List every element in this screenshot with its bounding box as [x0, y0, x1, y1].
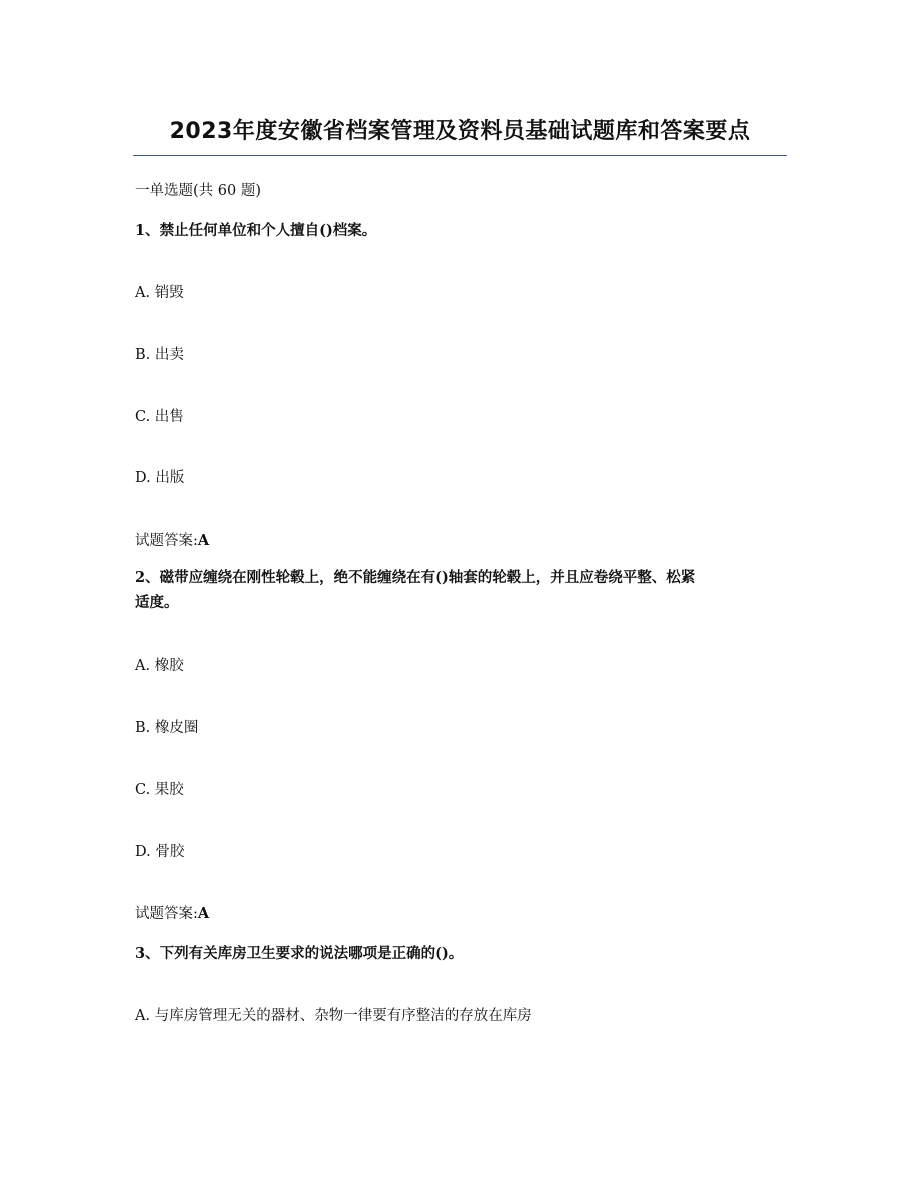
question-1-option-d: D. 出版: [135, 470, 185, 486]
answer-value: A: [197, 532, 210, 549]
question-2-option-b: B. 橡皮圈: [135, 720, 199, 736]
question-3-stem: 3、下列有关库房卫生要求的说法哪项是正确的()。: [135, 945, 464, 962]
answer-value: A: [197, 905, 210, 922]
question-2-option-d: D. 骨胶: [135, 844, 185, 860]
question-1-answer: [135, 530, 209, 552]
question-1-option-a: A. 销毁: [135, 285, 184, 301]
answer-label: 试题答案:: [135, 533, 198, 549]
section-heading: 一单选题(共 60 题): [135, 183, 261, 199]
question-1-stem: 1、禁止任何单位和个人擅自()档案。: [135, 222, 377, 239]
question-1-option-b: B. 出卖: [135, 347, 184, 363]
answer-label: 试题答案:: [135, 906, 198, 922]
question-2-stem-line-2: 适度。: [135, 594, 179, 611]
question-2-option-a: A. 橡胶: [135, 658, 184, 674]
question-2-option-c: C. 果胶: [135, 782, 184, 798]
question-1-option-c: C. 出售: [135, 409, 184, 425]
document-title: 2023年度安徽省档案管理及资料员基础试题库和答案要点: [169, 119, 751, 144]
question-2-stem-line-1: 2、磁带应缠绕在刚性轮毂上，绝不能缠绕在有()轴套的轮毂上，并且应卷绕平整、松紧: [135, 569, 696, 586]
title-underline: [133, 155, 787, 156]
question-2-answer: [135, 903, 209, 925]
question-3-option-a: A. 与库房管理无关的器材、杂物一律要有序整洁的存放在库房: [135, 1008, 532, 1024]
